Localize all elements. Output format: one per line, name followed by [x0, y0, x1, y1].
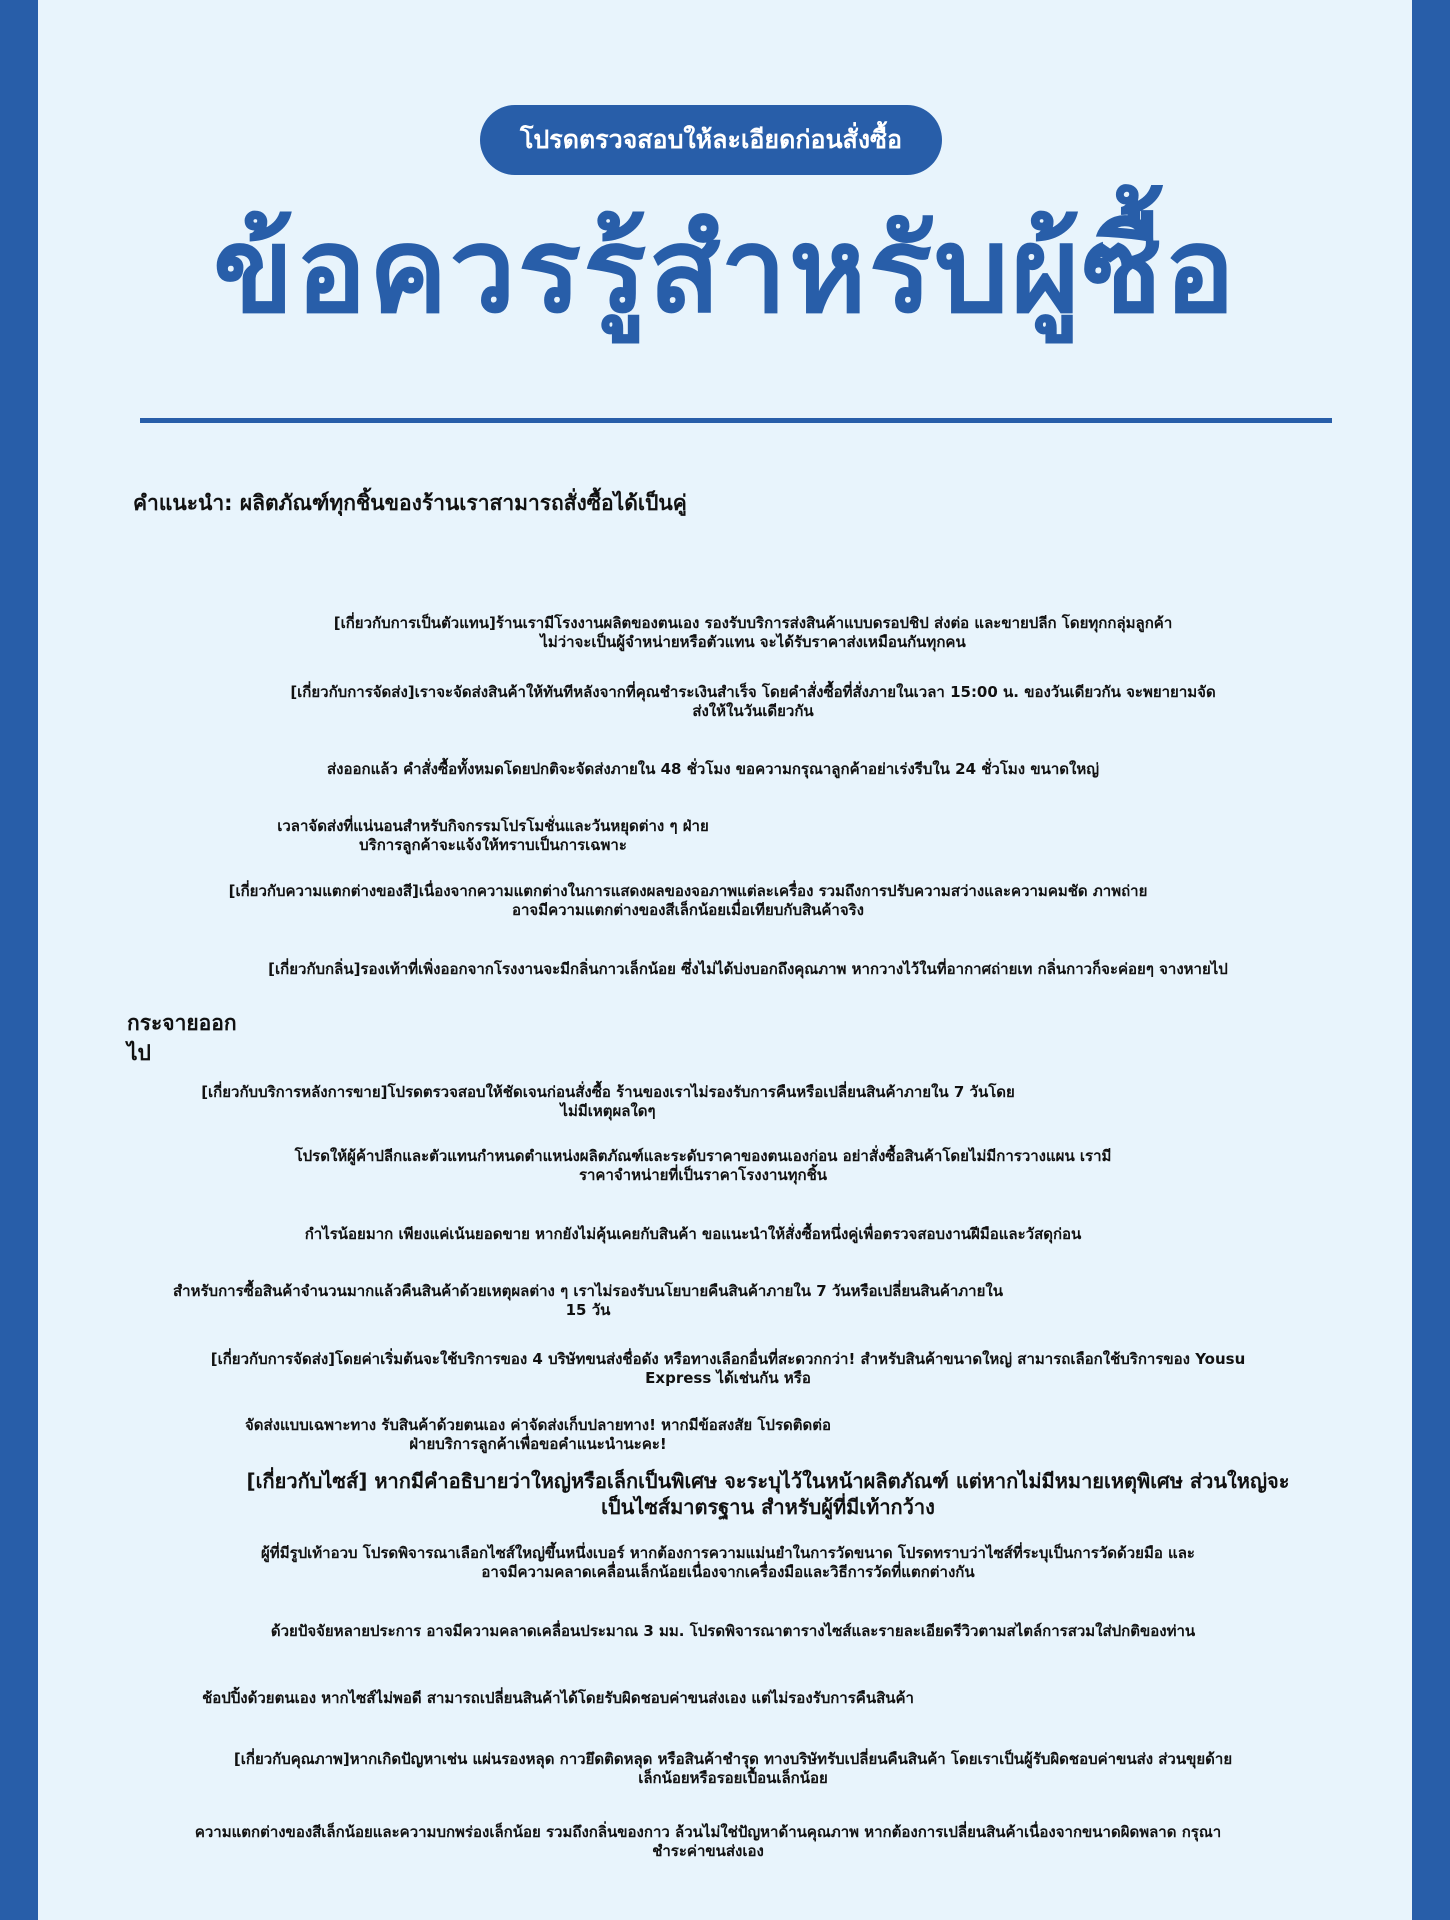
paragraph-dispatch-48h: ส่งออกแล้ว คำสั่งซื้อทั้งหมดโดยปกติจะจัดส่งภายใน 48 ชั่วโมง ขอความกรุณาลูกค้าอย่าเร่งรีบใน 24 ชั่วโมง ขนาดใหญ่	[326, 760, 1100, 778]
paragraph-carriers: [เกี่ยวกับการจัดส่ง]โดยค่าเริ่มต้นจะใช้บริการของ 4 บริษัทขนส่งชื่อดัง หรือทางเลือกอื่นที่สะดวกกว่า! สำหรับสินค้าขนาดใหญ่ สามารถเลือกใช้บริการของ Yousu Express ได้เช่นกัน หรือ	[210, 1350, 1246, 1387]
paragraph-odor: [เกี่ยวกับกลิ่น]รองเท้าที่เพิ่งออกจากโรงงานจะมีกลิ่นกาวเล็กน้อย ซึ่งไม่ได้บ่งบอกถึงคุณภาพ หากวางไว้ในที่อากาศถ่ายเท กลิ่นกาวก็จะค่อยๆ จางหายไป	[268, 960, 1228, 978]
paragraph-special-delivery: จัดส่งแบบเฉพาะทาง รับสินค้าด้วยตนเอง ค่าจัดส่งเก็บปลายทาง! หากมีข้อสงสัย โปรดติดต่อฝ่ายบริการลูกค้าเพื่อขอคำแนะนำนะคะ!	[245, 1416, 831, 1453]
check-carefully-badge: โปรดตรวจสอบให้ละเอียดก่อนสั่งซื้อ	[480, 105, 942, 175]
title-divider	[140, 418, 1332, 423]
paragraph-exchange-policy: ช้อปปิ้งด้วยตนเอง หากไซส์ไม่พอดี สามารถเปลี่ยนสินค้าได้โดยรับผิดชอบค่าขนส่งเอง แต่ไม่รองรับการคืนสินค้า	[202, 1689, 914, 1707]
paragraph-minor-defects: ความแตกต่างของสีเล็กน้อยและความบกพร่องเล็กน้อย รวมถึงกลิ่นของกาว ล้วนไม่ใช่ปัญหาด้านคุณภาพ หากต้องการเปลี่ยนสินค้าเนื่องจากขนาดผิดพลาด กรุณาชำระค่าขนส่งเอง	[194, 1823, 1222, 1860]
size-note: [เกี่ยวกับไซส์] หากมีคำอธิบายว่าใหญ่หรือเล็กเป็นพิเศษ จะระบุไว้ในหน้าผลิตภัณฑ์ แต่หากไม่มีหมายเหตุพิเศษ ส่วนใหญ่จะเป็นไซส์มาตรฐาน สำหรับผู้ที่มีเท้ากว้าง	[246, 1469, 1290, 1519]
side-label: กระจายออกไป	[127, 1011, 237, 1065]
paragraph-agency: [เกี่ยวกับการเป็นตัวแทน]ร้านเรามีโรงงานผลิตของตนเอง รองรับบริการส่งสินค้าแบบดรอปชิป ส่งต่อ และขายปลีก โดยทุกกลุ่มลูกค้าไม่ว่าจะเป็นผู้จำหน่ายหรือตัวแทน จะได้รับราคาส่งเหมือนกันทุกคน	[333, 614, 1173, 651]
paragraph-holiday-timing: เวลาจัดส่งที่แน่นอนสำหรับกิจกรรมโปรโมชั่นและวันหยุดต่าง ๆ ฝ่ายบริการลูกค้าจะแจ้งให้ทราบเป็นการเฉพาะ	[277, 817, 709, 854]
paragraph-pricing-plan: โปรดให้ผู้ค้าปลีกและตัวแทนกำหนดตำแหน่งผลิตภัณฑ์และระดับราคาของตนเองก่อน อย่าสั่งซื้อสินค้าโดยไม่มีการวางแผน เรามีราคาจำหน่ายที่เป็นราคาโรงงานทุกชิ้น	[294, 1147, 1112, 1184]
page-title: ข้อควรรู้สำหรับผู้ซื้อ	[213, 201, 1237, 339]
paragraph-color-difference: [เกี่ยวกับความแตกต่างของสี]เนื่องจากความแตกต่างในการแสดงผลของจอภาพแต่ละเครื่อง รวมถึงการปรับความสว่างและความคมชัด ภาพถ่ายอาจมีความแตกต่างของสีเล็กน้อยเมื่อเทียบกับสินค้าจริง	[228, 882, 1148, 919]
paragraph-shipping: [เกี่ยวกับการจัดส่ง]เราจะจัดส่งสินค้าให้ทันทีหลังจากที่คุณชำระเงินสำเร็จ โดยคำสั่งซื้อที่สั่งภายในเวลา 15:00 น. ของวันเดียวกัน จะพยายามจัดส่งให้ในวันเดียวกัน	[290, 683, 1216, 720]
notice-page	[38, 0, 1412, 1920]
paragraph-quality: [เกี่ยวกับคุณภาพ]หากเกิดปัญหาเช่น แผ่นรองหลุด กาวยึดติดหลุด หรือสินค้าชำรุด ทางบริษัทรับเปลี่ยนคืนสินค้า โดยเราเป็นผู้รับผิดชอบค่าขนส่ง ส่วนขุยด้ายเล็กน้อยหรือรอยเปื้อนเล็กน้อย	[233, 1750, 1233, 1787]
paragraph-bulk-return: สำหรับการซื้อสินค้าจำนวนมากแล้วคืนสินค้าด้วยเหตุผลต่าง ๆ เราไม่รองรับนโยบายคืนสินค้าภายใน 7 วันหรือเปลี่ยนสินค้าภายใน 15 วัน	[173, 1282, 1003, 1319]
advice-line: คำแนะนำ: ผลิตภัณฑ์ทุกชิ้นของร้านเราสามารถสั่งซื้อได้เป็นคู่	[133, 491, 687, 515]
paragraph-tolerance: ด้วยปัจจัยหลายประการ อาจมีความคลาดเคลื่อนประมาณ 3 มม. โปรดพิจารณาตารางไซส์และรายละเอียดรีวิวตามสไตล์การสวมใส่ปกติของท่าน	[270, 1622, 1196, 1640]
paragraph-after-sales: [เกี่ยวกับบริการหลังการขาย]โปรดตรวจสอบให้ชัดเจนก่อนสั่งซื้อ ร้านของเราไม่รองรับการคืนหรือเปลี่ยนสินค้าภายใน 7 วันโดยไม่มีเหตุผลใดๆ	[201, 1083, 1015, 1120]
paragraph-trial-order: กำไรน้อยมาก เพียงแค่เน้นยอดขาย หากยังไม่คุ้นเคยกับสินค้า ขอแนะนำให้สั่งซื้อหนึ่งคู่เพื่อตรวจสอบงานฝีมือและวัสดุก่อน	[304, 1225, 1082, 1243]
paragraph-wide-feet: ผู้ที่มีรูปเท้าอวบ โปรดพิจารณาเลือกไซส์ใหญ่ขึ้นหนึ่งเบอร์ หากต้องการความแม่นยำในการวัดขนาด โปรดทราบว่าไซส์ที่ระบุเป็นการวัดด้วยมือ และอาจมีความคลาดเคลื่อนเล็กน้อยเนื่องจากเครื่องมือและวิธีการวัดที่แตกต่างกัน	[261, 1544, 1195, 1581]
